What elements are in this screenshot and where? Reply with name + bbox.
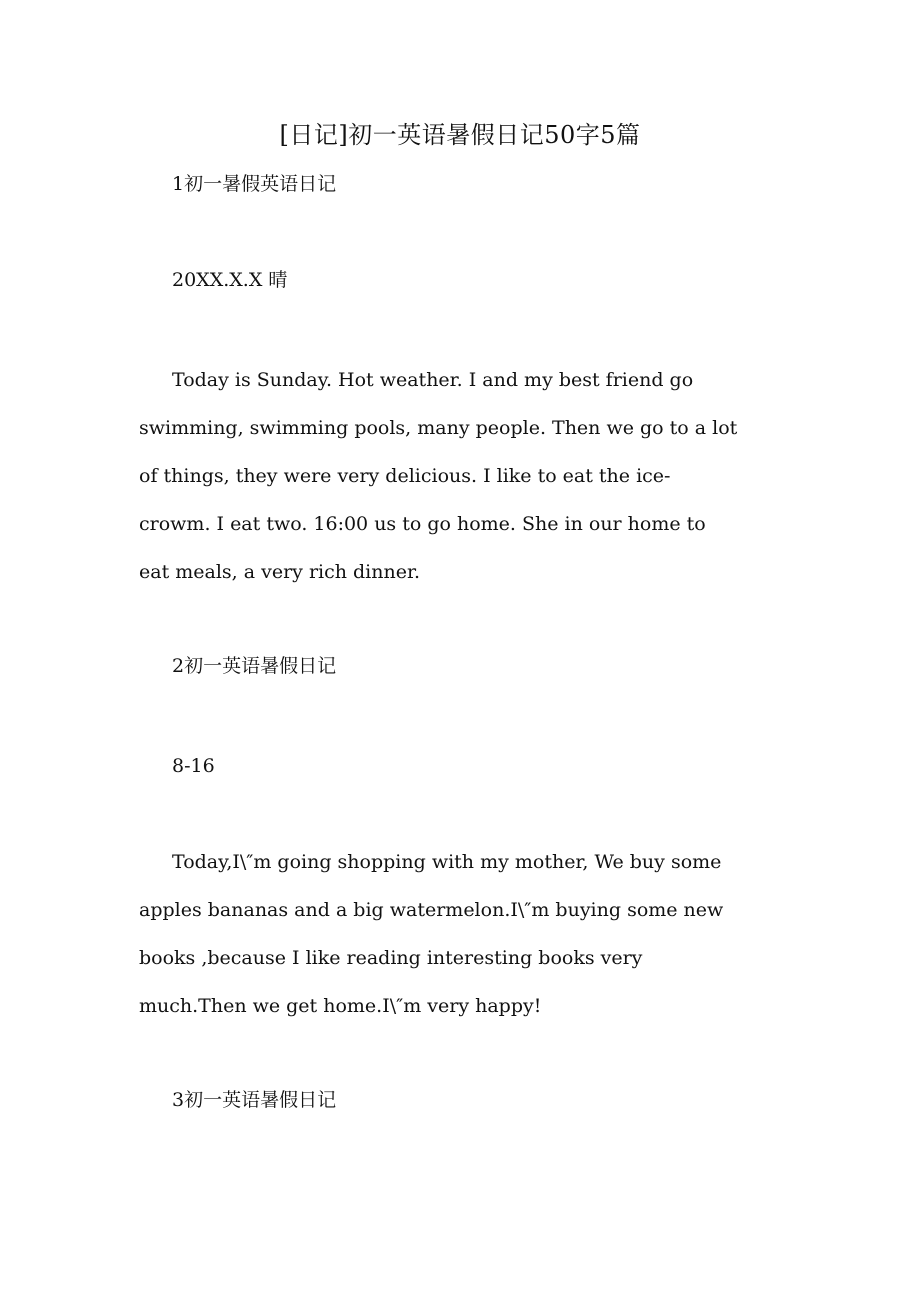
section-1-body-line-5: eat meals, a very rich dinner.: [139, 561, 421, 583]
section-2-heading: 2初一英语暑假日记: [172, 655, 337, 677]
section-2-date: 8-16: [172, 755, 215, 777]
section-1-heading: 1初一暑假英语日记: [172, 173, 337, 195]
section-2-body-line-4: much.Then we get home.I\″m very happy!: [139, 995, 542, 1017]
section-1-date: 20XX.X.X 晴: [172, 269, 288, 291]
section-1-body-line-4: crowm. I eat two. 16:00 us to go home. She in our home to: [139, 513, 706, 535]
section-1-body-line-2: swimming, swimming pools, many people. Then we go to a lot: [139, 417, 738, 439]
section-2-body-line-2: apples bananas and a big watermelon.I\″m buying some new: [139, 899, 724, 921]
section-2-body-line-1: Today,I\″m going shopping with my mother, We buy some: [172, 851, 722, 873]
document-title: [日记]初一英语暑假日记50字5篇: [279, 121, 641, 149]
section-1-body-line-1: Today is Sunday. Hot weather. I and my best friend go: [172, 369, 694, 391]
section-3-heading: 3初一英语暑假日记: [172, 1089, 337, 1111]
section-1-body-line-3: of things, they were very delicious. I like to eat the ice-: [139, 465, 671, 487]
section-2-body-line-3: books ,because I like reading interesting books very: [139, 947, 643, 969]
